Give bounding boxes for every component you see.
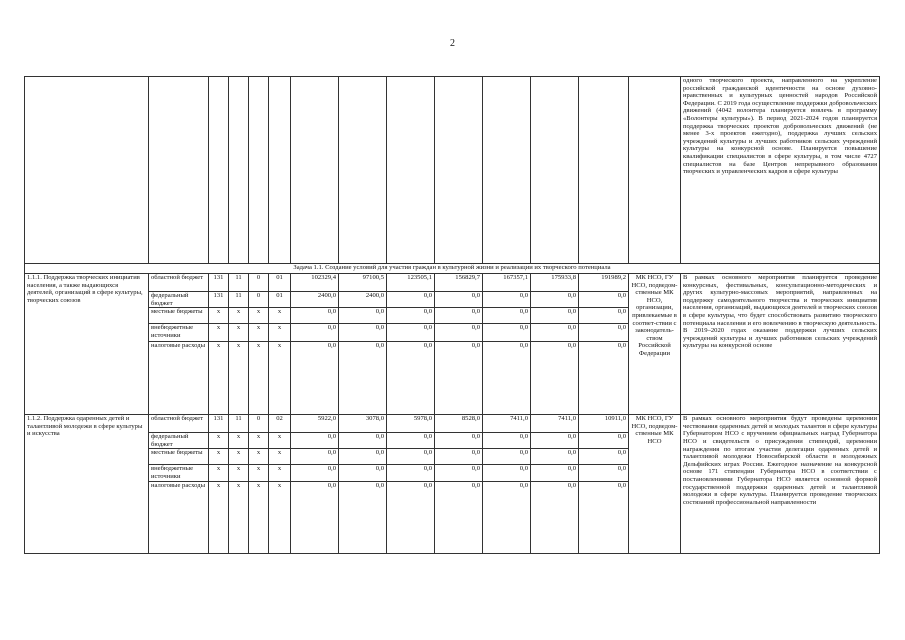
funding-value: 0,0: [483, 465, 531, 481]
funding-value: 10911,0: [579, 415, 629, 433]
budget-code-c4: x: [269, 481, 291, 553]
funding-value: 0,0: [435, 308, 483, 324]
funding-value: 0,0: [531, 481, 579, 553]
budget-code-c4: x: [269, 308, 291, 324]
budget-code-c3: x: [249, 481, 269, 553]
funding-value: 0,0: [387, 292, 435, 308]
budget-code-c3: x: [249, 342, 269, 415]
budget-code-c3: x: [249, 465, 269, 481]
funding-value: 0,0: [435, 324, 483, 342]
budget-code-c1: x: [209, 433, 229, 449]
funding-value: 0,0: [291, 465, 339, 481]
funding-value: 0,0: [387, 342, 435, 415]
funding-value: 5978,0: [387, 415, 435, 433]
budget-code-c2: 11: [229, 415, 249, 433]
budget-code-c3: x: [249, 433, 269, 449]
budget-code-c4: x: [269, 342, 291, 415]
funding-value: 0,0: [531, 292, 579, 308]
funding-value: 0,0: [339, 342, 387, 415]
page-number: 2: [450, 38, 455, 49]
budget-code-c2: x: [229, 342, 249, 415]
budget-code-c2: 11: [229, 292, 249, 308]
funding-value: 3078,0: [339, 415, 387, 433]
funding-source: налоговые расходы: [149, 481, 209, 553]
budget-code-c3: x: [249, 449, 269, 465]
funding-value: 0,0: [579, 481, 629, 553]
funding-value: 0,0: [483, 481, 531, 553]
funding-value: 7411,0: [483, 415, 531, 433]
budget-code-c2: x: [229, 465, 249, 481]
funding-value: 0,0: [387, 481, 435, 553]
table-row: [25, 274, 880, 292]
continuation-row: [25, 77, 880, 264]
activity-name: 1.1.1. Поддержка творческих инициатив населения, а также выдающихся деятелей, организаций в сфере культуры, творческих союзов: [25, 274, 149, 415]
budget-code-c3: 0: [249, 274, 269, 292]
continuation-description: одного творческого проекта, направленного на укрепление российской гражданской идентичности на основе духовно-нравственных и культурных ценностей народов Российской Федерации. С 2019 года осуществление поддержки добровольческих движений (4042 волонтера планируется вовлечь в программу «Волонтеры культуры»). В период 2021-2024 годов планируется поддержка творческих проектов добровольческих движений (не менее 3-х проектов ежегодно), поддержка лучших сельских учреждений культуры и лучших работников сельских учреждений культуры на конкурсной основе. Планируется повышение квалификации специалистов в сфере культуры, в том числе 4727 специалистов на базе Центров непрерывного образования творческих и управленческих кадров в сфере культуры: [681, 77, 880, 264]
task-heading: Задача 1.1. Создание условий для участия граждан в культурной жизни и реализации их творческого потенциала: [25, 264, 880, 274]
budget-code-c2: x: [229, 481, 249, 553]
funding-value: 0,0: [579, 324, 629, 342]
funding-value: 191989,2: [579, 274, 629, 292]
funding-value: 0,0: [435, 481, 483, 553]
expected-result: В рамках основного мероприятия планируется проведение конкурсных, фестивальных, консультационно-методических и других культурно-массовых мероприятий, направленных на поддержку самодеятельного творчества и творческих инициатив населения, организаций, выдающихся деятелей и творческих союзов в сфере культуры, что будет способствовать развитию творческого потенциала населения и его вовлечению в творческую деятельность. В 2019–2020 годах оказание поддержки лучших сельских учреждений культуры и лучших работников сельских учреждений культуры на конкурсной основе: [681, 274, 880, 415]
funding-value: 2400,0: [291, 292, 339, 308]
funding-value: 0,0: [483, 324, 531, 342]
budget-code-c4: 01: [269, 274, 291, 292]
funding-source: местные бюджеты: [149, 308, 209, 324]
funding-value: 0,0: [339, 449, 387, 465]
activity-name: 1.1.2. Поддержка одаренных детей и талантливой молодежи в сфере культуры и искусства: [25, 415, 149, 553]
budget-code-c2: 11: [229, 274, 249, 292]
funding-value: 0,0: [435, 449, 483, 465]
funding-value: 102329,4: [291, 274, 339, 292]
funding-value: 0,0: [579, 308, 629, 324]
budget-code-c1: x: [209, 342, 229, 415]
funding-source: областной бюджет: [149, 415, 209, 433]
funding-value: 0,0: [531, 465, 579, 481]
funding-value: 0,0: [483, 342, 531, 415]
funding-value: 0,0: [291, 308, 339, 324]
funding-value: 8528,0: [435, 415, 483, 433]
funding-value: 97100,5: [339, 274, 387, 292]
funding-value: 0,0: [483, 433, 531, 449]
budget-code-c3: 0: [249, 415, 269, 433]
budget-code-c1: x: [209, 324, 229, 342]
budget-code-c1: x: [209, 481, 229, 553]
budget-code-c3: x: [249, 324, 269, 342]
funding-value: 0,0: [339, 481, 387, 553]
funding-value: 0,0: [435, 433, 483, 449]
budget-code-c2: x: [229, 449, 249, 465]
funding-value: 0,0: [387, 465, 435, 481]
budget-code-c3: x: [249, 308, 269, 324]
executor: МК НСО, ГУ НСО, подведом-ственные МК НСО: [629, 415, 681, 553]
budget-code-c1: x: [209, 465, 229, 481]
budget-code-c2: x: [229, 324, 249, 342]
budget-code-c2: x: [229, 433, 249, 449]
funding-value: 0,0: [291, 481, 339, 553]
funding-value: 0,0: [579, 433, 629, 449]
funding-value: 0,0: [483, 449, 531, 465]
funding-source: внебюджетные источники: [149, 324, 209, 342]
funding-value: 0,0: [339, 433, 387, 449]
funding-source: федеральный бюджет: [149, 292, 209, 308]
funding-value: 0,0: [387, 308, 435, 324]
funding-value: 175933,8: [531, 274, 579, 292]
funding-value: 2400,0: [339, 292, 387, 308]
budget-code-c4: x: [269, 324, 291, 342]
funding-value: 0,0: [387, 449, 435, 465]
funding-value: 0,0: [291, 342, 339, 415]
funding-source: местные бюджеты: [149, 449, 209, 465]
funding-value: 156829,7: [435, 274, 483, 292]
program-table: [24, 76, 880, 554]
funding-value: 5922,0: [291, 415, 339, 433]
funding-source: областной бюджет: [149, 274, 209, 292]
funding-value: 0,0: [579, 449, 629, 465]
funding-value: 0,0: [531, 342, 579, 415]
task-row: [25, 264, 880, 274]
budget-code-c4: x: [269, 465, 291, 481]
funding-value: 0,0: [579, 292, 629, 308]
budget-code-c4: x: [269, 433, 291, 449]
funding-value: 0,0: [387, 433, 435, 449]
funding-value: 0,0: [435, 342, 483, 415]
funding-value: 0,0: [483, 308, 531, 324]
funding-value: 123505,1: [387, 274, 435, 292]
expected-result: В рамках основного мероприятия будут проведены церемонии чествования одаренных детей и молодых талантов в сфере культуры Губернатором НСО с вручением официальных наград Губернатора НСО и свидетельств о присуждении стипендий, церемонии награждения по итогам участия делегации одаренных детей и талантливой молодежи Новосибирской области в молодежных Дельфийских играх России. Ежегодное назначение на конкурсной основе 171 стипендии Губернатора НСО в соответствии с постановлениями Губернатора НСО является основной формой государственной поддержки одаренных детей и талантливой молодежи в сфере культуры. Планируется проведение творческих состязаний профессиональной направленности: [681, 415, 880, 553]
funding-value: 7411,0: [531, 415, 579, 433]
funding-value: 0,0: [531, 308, 579, 324]
budget-code-c1: 131: [209, 274, 229, 292]
funding-source: налоговые расходы: [149, 342, 209, 415]
budget-code-c4: 01: [269, 292, 291, 308]
executor: МК НСО, ГУ НСО, подведом-ственные МК НСО, организации, привлекаемые в соответ-ствии с законодатель-ством Российской Федерации: [629, 274, 681, 415]
funding-value: 0,0: [387, 324, 435, 342]
funding-value: 0,0: [435, 292, 483, 308]
funding-value: 0,0: [339, 324, 387, 342]
budget-code-c1: 131: [209, 292, 229, 308]
funding-value: 0,0: [531, 449, 579, 465]
funding-value: 0,0: [291, 449, 339, 465]
funding-value: 0,0: [531, 324, 579, 342]
funding-value: 0,0: [291, 324, 339, 342]
budget-code-c2: x: [229, 308, 249, 324]
funding-value: 0,0: [531, 433, 579, 449]
funding-value: 0,0: [435, 465, 483, 481]
budget-code-c4: x: [269, 449, 291, 465]
budget-code-c4: 02: [269, 415, 291, 433]
budget-code-c1: x: [209, 449, 229, 465]
budget-code-c1: x: [209, 308, 229, 324]
funding-value: 0,0: [483, 292, 531, 308]
budget-code-c1: 131: [209, 415, 229, 433]
funding-source: федеральный бюджет: [149, 433, 209, 449]
funding-value: 0,0: [291, 433, 339, 449]
table-row: [25, 415, 880, 433]
funding-value: 0,0: [579, 465, 629, 481]
funding-value: 167357,1: [483, 274, 531, 292]
budget-code-c3: 0: [249, 292, 269, 308]
funding-source: внебюджетные источники: [149, 465, 209, 481]
funding-value: 0,0: [339, 308, 387, 324]
funding-value: 0,0: [579, 342, 629, 415]
funding-value: 0,0: [339, 465, 387, 481]
